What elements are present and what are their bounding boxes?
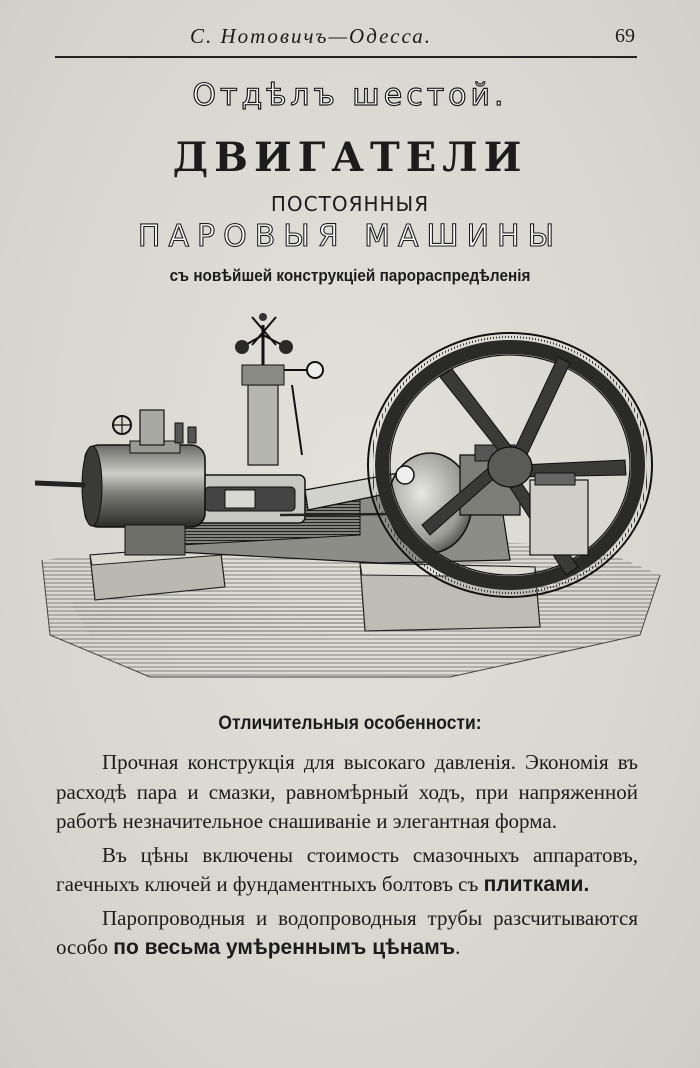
steam-engine-illustration (30, 305, 670, 695)
section-heading: Отдѣлъ шестой. (192, 78, 508, 113)
features-body (56, 748, 638, 967)
pipes-bold: по весьма умѣреннымъ цѣнамъ (113, 936, 456, 959)
pipes-end: . (455, 935, 461, 959)
paragraph-prices-included (56, 841, 638, 900)
running-title: С. Нотовичъ—Одесса. (190, 24, 432, 48)
paragraph-pipes (56, 904, 638, 963)
running-head (55, 22, 637, 58)
main-heading: ДВИГАТЕЛИ (172, 134, 528, 181)
pipes-text: Паропроводныя и водопроводныя трубы разсчитываются особо (56, 905, 638, 959)
sub-heading: ПОСТОЯННЫЯ (270, 192, 430, 216)
tagline: съ новѣйшей конструкціей парораспредѣленія (169, 266, 531, 285)
prices-included-bold: плитками. (483, 873, 590, 896)
paragraph-construction: Прочная конструкція для высокаго давленія. Экономія въ расходѣ пара и смазки, равномѣрный ходъ, при напряженной работѣ незначительное снашиваніе и элегантная форма. (56, 750, 638, 833)
prices-included-text: Въ цѣны включены стоимость смазочныхъ аппаратовъ, гаечныхъ ключей и фундаментныхъ болтовъ съ (56, 842, 638, 896)
machines-heading: ПАРОВЫЯ МАШИНЫ (137, 219, 563, 254)
page-number: 69 (615, 25, 635, 47)
features-heading: Отличительныя особенности: (218, 713, 482, 734)
